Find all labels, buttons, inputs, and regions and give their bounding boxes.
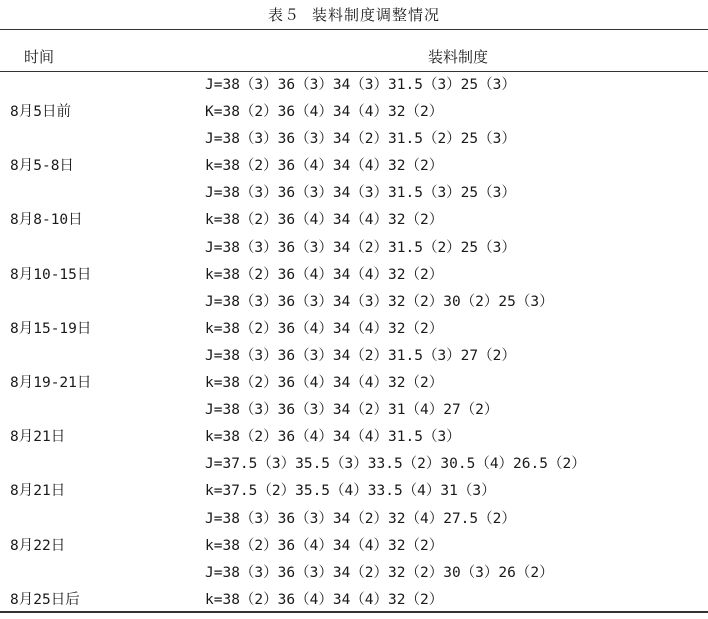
schedule-k-line: k=38（2）36（4）34（4）32（2） [205,158,444,174]
schedule-k-line: k=37.5（2）35.5（4）33.5（4）31（3） [205,483,496,499]
schedule-j-line: J=38（3）36（3）34（2）32（4）27.5（2） [205,511,516,527]
table-caption-title: 装料制度调整情况 [312,6,441,24]
schedule-j-line: J=38（3）36（3）34（3）31.5（3）25（3） [205,185,516,201]
schedule-j-line: J=38（3）36（3）34（2）32（2）30（3）26（2） [205,565,554,581]
schedule-j-line: J=38（3）36（3）34（2）31.5（2）25（3） [205,131,516,147]
schedule-k-line: k=38（2）36（4）34（4）32（2） [205,538,444,554]
schedule-j-line: J=38（3）36（3）34（2）31.5（3）27（2） [205,348,516,364]
schedule-k-line: k=38（2）36（4）34（4）32（2） [205,321,444,337]
schedule-k-line: K=38（2）36（4）34（4）32（2） [205,104,444,120]
time-cell: 8月5-8日 [10,158,74,174]
time-cell: 8月10-15日 [10,267,92,283]
table-caption-number: 表５ [267,6,300,24]
schedule-k-line: k=38（2）36（4）34（4）32（2） [205,375,444,391]
schedule-k-line: k=38（2）36（4）34（4）32（2） [205,267,444,283]
time-cell: 8月19-21日 [10,375,92,391]
schedule-j-line: J=38（3）36（3）34（2）31.5（2）25（3） [205,240,516,256]
schedule-j-line: J=38（3）36（3）34（2）31（4）27（2） [205,402,499,418]
time-cell: 8月21日 [10,429,66,445]
table-header-rule [0,71,708,72]
time-cell: 8月8-10日 [10,212,83,228]
time-cell: 8月25日后 [10,592,80,608]
schedule-k-line: k=38（2）36（4）34（4）32（2） [205,212,444,228]
time-cell: 8月22日 [10,538,66,554]
table-top-rule [0,29,708,30]
schedule-k-line: k=38（2）36（4）34（4）32（2） [205,592,444,608]
schedule-j-line: J=38（3）36（3）34（3）32（2）30（2）25（3） [205,294,554,310]
header-time: 时间 [24,48,55,66]
header-schedule: 装料制度 [428,48,489,66]
time-cell: 8月15-19日 [10,321,92,337]
schedule-j-line: J=37.5（3）35.5（3）33.5（2）30.5（4）26.5（2） [205,456,586,472]
time-cell: 8月21日 [10,483,66,499]
time-cell: 8月5日前 [10,104,71,120]
table-bottom-rule [0,611,708,613]
schedule-k-line: k=38（2）36（4）34（4）31.5（3） [205,429,461,445]
table-caption [0,4,708,25]
schedule-j-line: J=38（3）36（3）34（3）31.5（3）25（3） [205,77,516,93]
